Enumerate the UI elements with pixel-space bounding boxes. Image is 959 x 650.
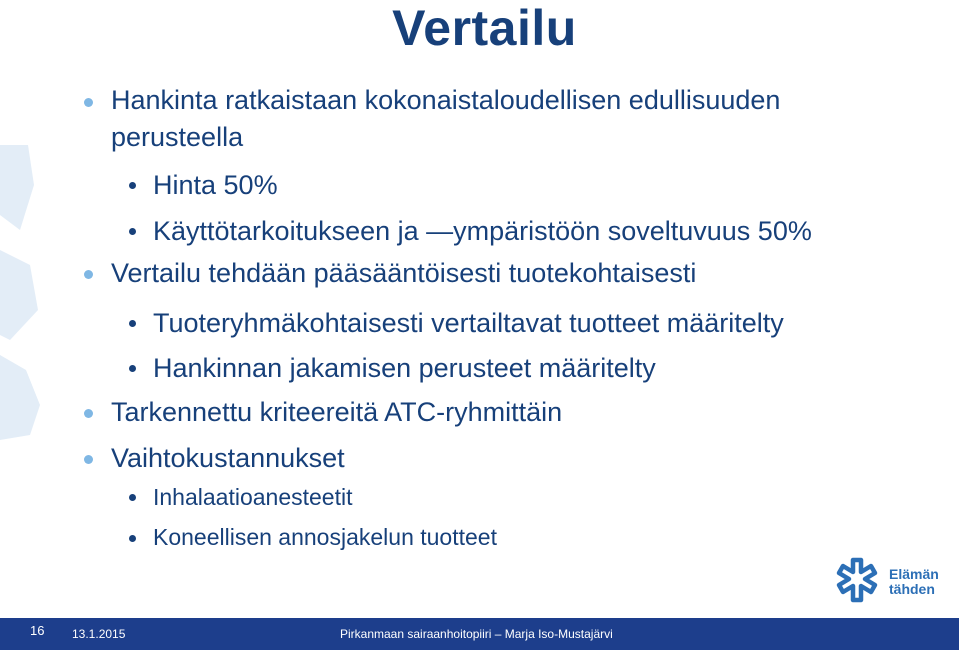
- bullet-item: Vertailu tehdään pääsääntöisesti tuotekohtaisesti: [111, 258, 697, 288]
- bullet-dot: [129, 365, 136, 372]
- bullet-dot: [129, 535, 136, 542]
- bullet-item: Koneellisen annosjakelun tuotteet: [153, 524, 497, 550]
- bullet-item: Hankinta ratkaistaan kokonaistaloudellisen edullisuuden: [111, 85, 781, 115]
- bullet-dot: [84, 409, 93, 418]
- logo-text-line2: tähden: [889, 581, 935, 597]
- bullet-item: Hankinnan jakamisen perusteet määritelty: [153, 353, 656, 383]
- logo-text-line1: Elämän: [889, 566, 939, 582]
- footer-date: 13.1.2015: [72, 627, 126, 641]
- bullet-item: Tarkennettu kriteereitä ATC-ryhmittäin: [111, 397, 563, 427]
- bullet-item: Inhalaatioanesteetit: [153, 484, 353, 510]
- bullet-dot: [129, 320, 136, 327]
- bullet-dot: [129, 494, 136, 501]
- bullet-dot: [84, 455, 93, 464]
- bullet-item: Käyttötarkoitukseen ja —ympäristöön soveltuvuus 50%: [153, 216, 812, 246]
- bullet-dot: [129, 182, 136, 189]
- bullet-item: Vaihtokustannukset: [111, 443, 345, 473]
- bullet-item: Hinta 50%: [153, 170, 278, 200]
- bullet-item-continuation: perusteella: [111, 122, 244, 152]
- footer-organization: Pirkanmaan sairaanhoitopiiri – Marja Iso-Mustajärvi: [340, 627, 613, 641]
- bullet-dot: [84, 270, 93, 279]
- star-of-life-logo-icon: [833, 556, 881, 604]
- bullet-item: Tuoteryhmäkohtaisesti vertailtavat tuotteet määritelty: [153, 308, 784, 338]
- bullet-dot: [129, 228, 136, 235]
- slide-title: Vertailu: [392, 0, 577, 56]
- footer-bar: [0, 618, 959, 650]
- page-number: 16: [30, 623, 45, 638]
- bullet-dot: [84, 98, 93, 107]
